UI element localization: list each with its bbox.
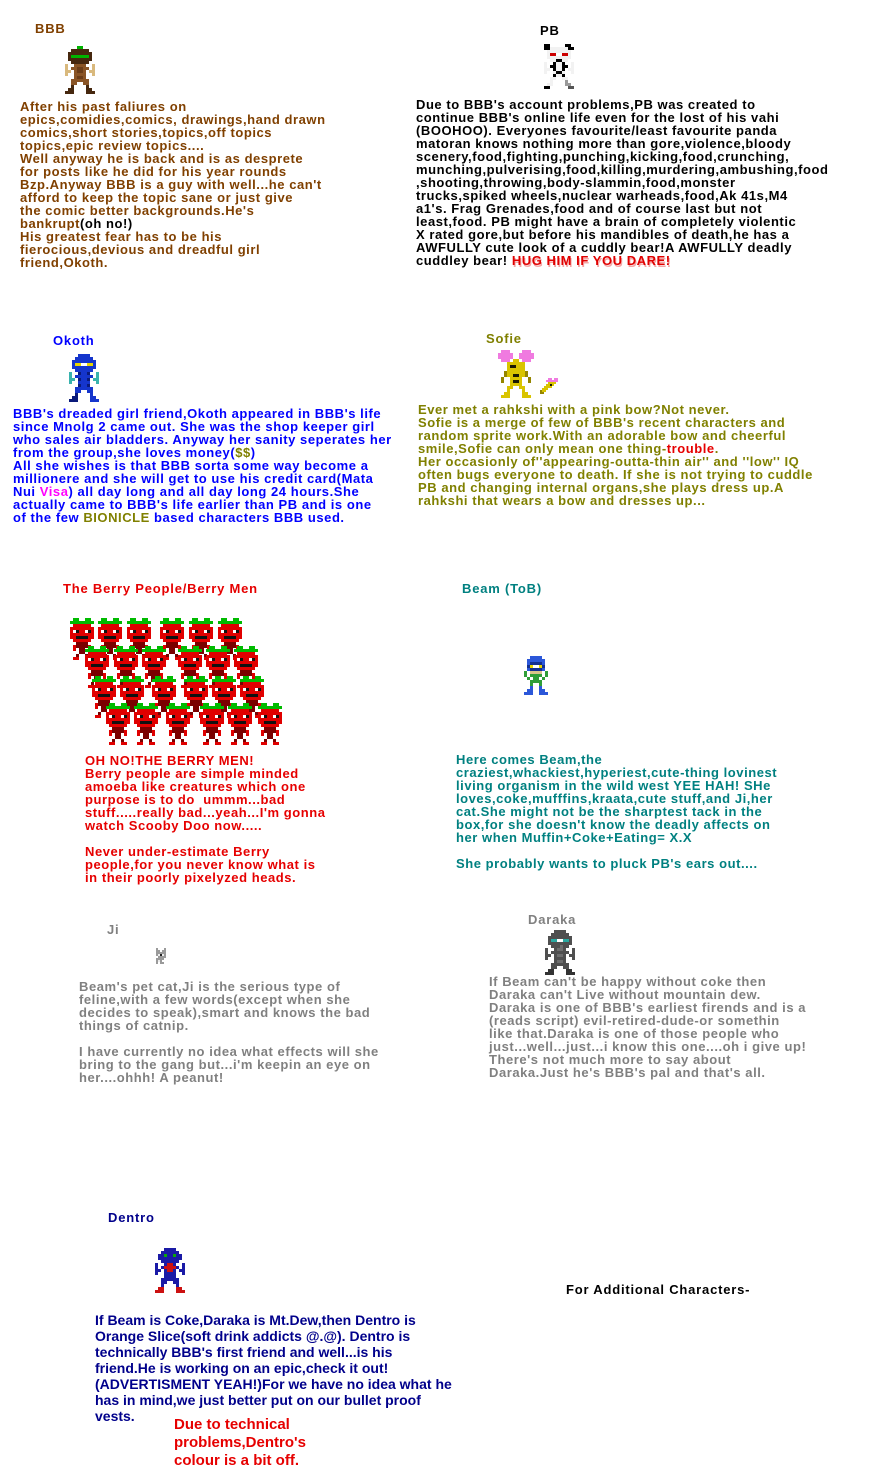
text-line: technically BBB's first friend and well...is his xyxy=(95,1344,393,1360)
text-line: (BOOHOO). Everyones favourite/least favourite panda xyxy=(416,123,778,138)
text-line: trucks,spiked wheels,nuclear warheads,food,Ak 41s,M4 xyxy=(416,188,788,203)
text-line: Daraka can't Live without mountain dew. xyxy=(489,987,761,1002)
ji-title: Ji xyxy=(107,922,120,937)
berry-title: The Berry People/Berry Men xyxy=(63,581,258,596)
text-line: in their poorly pixelyzed heads. xyxy=(85,870,297,885)
text-line: vests. xyxy=(95,1408,135,1424)
text-line: friend,Okoth. xyxy=(20,255,109,270)
text-line: His greatest fear has to be his xyxy=(20,229,223,244)
text-line: bring to the gang but...i'm keepin an eye on xyxy=(79,1057,371,1072)
text-line: bankrupt(oh no!) xyxy=(20,216,133,231)
dentro-title: Dentro xyxy=(108,1210,155,1225)
text-line: watch Scooby Doo now..... xyxy=(85,818,263,833)
berry-sprite xyxy=(200,703,227,745)
text-line: loves,coke,mufffins,kraata,cute stuff,and Ji,her xyxy=(456,791,773,806)
text-line: cat.She might not be the sharptest tack in the xyxy=(456,804,763,819)
text-line: random sprite work.With an adorable bow and cheerful xyxy=(418,428,786,443)
dentro-text xyxy=(95,1312,452,1424)
text-line: continue BBB's online life even for the lost of his vahi xyxy=(416,110,780,125)
text-line: just...well...just...i know this one....oh i give up! xyxy=(489,1039,807,1054)
text-line: scenery,food,fighting,punching,kicking,food,crunching, xyxy=(416,149,790,164)
sofie-text xyxy=(418,403,813,507)
berry-sprite xyxy=(134,703,161,745)
text-line: topics,epic review topics.... xyxy=(20,138,205,153)
text-line: a1's. Frag Grenades,food and of course last but not xyxy=(416,201,763,216)
text-line: Due to technical xyxy=(174,1416,290,1433)
text-line: living organism in the wild west YEE HAH! SHe xyxy=(456,778,771,793)
text-line: Never under-estimate Berry xyxy=(85,844,270,859)
text-line: Beam's pet cat,Ji is the serious type of xyxy=(79,979,341,994)
berry-sprite xyxy=(166,703,193,745)
text-line: munching,pulverising,food,killing,murdering,ambushing,food xyxy=(416,162,829,177)
dentro-sprite xyxy=(152,1248,188,1293)
daraka-text xyxy=(489,975,806,1079)
okoth-text xyxy=(13,407,392,524)
text-line: millionere and she will get to use his credit card(Mata xyxy=(13,471,374,486)
text-line: the comic better backgrounds.He's xyxy=(20,203,255,218)
text-line: smile,Sofie can only mean one thing-trouble. xyxy=(418,441,719,456)
text-line: feline,with a few words(except when she xyxy=(79,992,351,1007)
text-line: her when Muffin+Coke+Eating= X.X xyxy=(456,830,693,845)
ji-text xyxy=(79,980,379,1084)
bbb-text xyxy=(20,100,326,269)
pb-sprite xyxy=(541,44,577,89)
text-line: I have currently no idea what effects will she xyxy=(79,1044,379,1059)
ji-sprite xyxy=(154,948,168,964)
text-line: BBB's dreaded girl friend,Okoth appeared in BBB's life xyxy=(13,406,382,421)
beam-title: Beam (ToB) xyxy=(462,581,542,596)
text-line: colour is a bit off. xyxy=(174,1452,300,1469)
text-line: friend.He is working on an epic,check it out! xyxy=(95,1360,389,1376)
text-line: (reads script) evil-retired-dude-or somethin xyxy=(489,1013,780,1028)
daraka-sprite xyxy=(542,930,578,975)
text-line: purpose is to do ummm...bad xyxy=(85,792,286,807)
text-line: ,shooting,throwing,body-slammin,food,monster xyxy=(416,175,736,190)
berry-text xyxy=(85,754,326,884)
text-line: Berry people are simple minded xyxy=(85,766,299,781)
pb-text xyxy=(416,98,829,267)
bbb-sprite xyxy=(62,46,98,94)
berry-sprite xyxy=(258,703,285,745)
okoth-sprite xyxy=(66,354,102,402)
text-line: matoran knows nothing more than gore,violence,bloody xyxy=(416,136,792,151)
text-line: stuff.....really bad...yeah...I'm gonna xyxy=(85,805,326,820)
text-line: afford to keep the topic sane or just give xyxy=(20,190,294,205)
text-line: Bzp.Anyway BBB is a guy with well...he can't xyxy=(20,177,322,192)
text-line: If Beam is Coke,Daraka is Mt.Dew,then Dentro is xyxy=(95,1312,416,1328)
text-line: cuddley bear! HUG HIM IF YOU DARE! xyxy=(416,253,671,268)
text-line: her....ohhh! A peanut! xyxy=(79,1070,224,1085)
beam-sprite xyxy=(524,656,548,695)
text-line: who sales air bladders. Anyway her sanity seperates her xyxy=(13,432,392,447)
additional-characters-label: For Additional Characters- xyxy=(566,1282,751,1297)
text-line: There's not much more to say about xyxy=(489,1052,732,1067)
text-line: decides to speak),smart and knows the bad xyxy=(79,1005,371,1020)
text-line: AWFULLY cute look of a cuddly bear!A AWFULLY deadly xyxy=(416,240,792,255)
sofie-title: Sofie xyxy=(486,331,522,346)
text-line: After his past faliures on xyxy=(20,99,187,114)
berry-sprite xyxy=(106,703,133,745)
sofie-sprite xyxy=(498,350,534,398)
text-line: amoeba like creatures which one xyxy=(85,779,306,794)
daraka-title: Daraka xyxy=(528,912,577,927)
text-line: epics,comidies,comics, drawings,hand drawn xyxy=(20,112,326,127)
text-line: since Mnolg 2 came out. She was the shop keeper girl xyxy=(13,419,375,434)
text-line: X rated gore,but before his mandibles of death,he has a xyxy=(416,227,790,242)
sofie-small-sprite xyxy=(540,378,560,394)
text-line: problems,Dentro's xyxy=(174,1434,306,1451)
text-line: Nui Visa) all day long and all day long 24 hours.She xyxy=(13,484,360,499)
text-line: people,for you never know what is xyxy=(85,857,316,872)
text-line: Her occasionly of''appearing-outta-thin air'' and ''low'' IQ xyxy=(418,454,800,469)
text-line: Daraka.Just he's BBB's pal and that's all. xyxy=(489,1065,766,1080)
text-line: All she wishes is that BBB sorta some way become a xyxy=(13,458,369,473)
dentro-colour-note xyxy=(174,1416,306,1470)
text-line: for posts like he did for his year rounds xyxy=(20,164,287,179)
text-line: from the group,she loves money($$) xyxy=(13,445,256,460)
text-line: least,food. PB might have a brain of completely violentic xyxy=(416,214,797,229)
beam-text xyxy=(456,753,777,870)
text-line: Here comes Beam,the xyxy=(456,752,603,767)
text-line: fierocious,devious and dreadful girl xyxy=(20,242,261,257)
text-line: comics,short stories,topics,off topics xyxy=(20,125,273,140)
text-line: has in mind,we just better put on our bullet proof xyxy=(95,1392,421,1408)
text-line: Well anyway he is back and is as desprete xyxy=(20,151,304,166)
bbb-title: BBB xyxy=(35,21,66,36)
text-line: PB and changing internal organs,she plays dress up.A xyxy=(418,480,784,495)
text-line: box,for she doesn't know the deadly affects on xyxy=(456,817,771,832)
text-line: Sofie is a merge of few of BBB's recent characters and xyxy=(418,415,786,430)
text-line: things of catnip. xyxy=(79,1018,189,1033)
text-line: actually came to BBB's life earlier than PB and is one xyxy=(13,497,372,512)
text-line: like that.Daraka is one of those people who xyxy=(489,1026,780,1041)
text-line: OH NO!THE BERRY MEN! xyxy=(85,753,255,768)
text-line: Daraka is one of BBB's earliest firends and is a xyxy=(489,1000,807,1015)
text-line: of the few BIONICLE based characters BBB used. xyxy=(13,510,345,525)
text-line: Orange Slice(soft drink addicts @.@). Dentro is xyxy=(95,1328,411,1344)
text-line: Ever met a rahkshi with a pink bow?Not never. xyxy=(418,402,730,417)
text-line: (ADVERTISMENT YEAH!)For we have no idea what he xyxy=(95,1376,452,1392)
text-line: craziest,whackiest,hyperiest,cute-thing lovinest xyxy=(456,765,778,780)
text-line: She probably wants to pluck PB's ears out.... xyxy=(456,856,758,871)
text-line: If Beam can't be happy without coke then xyxy=(489,974,767,989)
okoth-title: Okoth xyxy=(53,333,95,348)
text-line: Due to BBB's account problems,PB was created to xyxy=(416,97,756,112)
text-line: rahkshi that wears a bow and dresses up... xyxy=(418,493,706,508)
pb-title: PB xyxy=(540,23,560,38)
berry-sprite xyxy=(228,703,255,745)
text-line: often bugs everyone to death. If she is not trying to cuddle xyxy=(418,467,813,482)
